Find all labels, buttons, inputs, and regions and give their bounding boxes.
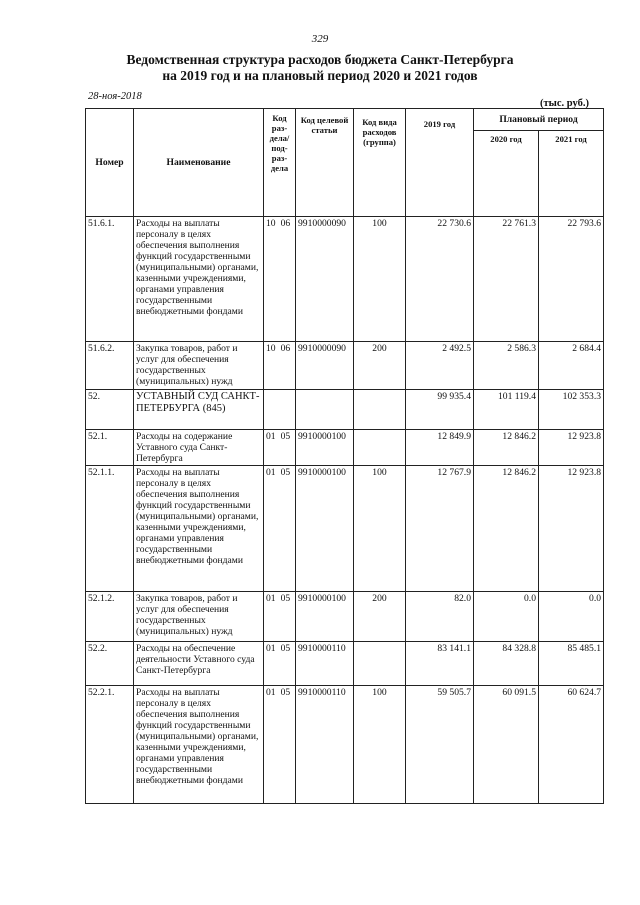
row-section-code [264,592,296,642]
row-2021: 12 923.8 [539,430,604,466]
row-2019: 99 935.4 [406,390,474,430]
table-row [86,642,604,686]
header-number: Номер [86,109,134,217]
row-name: Расходы на содержание Уставного суда Санкт-Петербурга [134,430,264,466]
row-expense-type [354,390,406,430]
row-2021: 0.0 [539,592,604,642]
row-target-code [296,390,354,430]
document-date: 28-ноя-2018 [88,91,142,102]
subsection-code: 06 [280,218,291,229]
header-expense-type: Код вида расходов (группа) [354,109,406,217]
row-2021: 102 353.3 [539,390,604,430]
row-expense-type: 100 [354,217,406,342]
units-label: (тыс. руб.) [540,98,589,109]
row-section-code [264,466,296,592]
row-section-code [264,390,296,430]
table-row [86,390,604,430]
row-2021: 60 624.7 [539,686,604,804]
section-code: 01 [266,643,276,654]
subsection-code: 05 [280,431,291,442]
row-target-code: 9910000090 [296,217,354,342]
row-section-code [264,430,296,466]
row-number: 52.2. [86,642,134,686]
header-planned-period: Плановый период [474,109,604,131]
subsection-code: 05 [280,593,291,604]
subsection-code: 05 [280,687,291,698]
table-row [86,466,604,592]
row-expense-type: 200 [354,342,406,390]
title-line-1: Ведомственная структура расходов бюджета Санкт-Петербурга [126,52,514,67]
row-section-code [264,342,296,390]
row-2019: 2 492.5 [406,342,474,390]
section-code: 10 [266,343,276,354]
section-code: 10 [266,218,276,229]
row-2020: 12 846.2 [474,430,539,466]
table-row [86,592,604,642]
subsection-code: 05 [280,467,291,478]
row-expense-type [354,642,406,686]
row-2020: 22 761.3 [474,217,539,342]
table-row [86,217,604,342]
row-expense-type: 200 [354,592,406,642]
subsection-code: 06 [280,343,291,354]
row-number: 52.1. [86,430,134,466]
row-number: 52.1.1. [86,466,134,592]
row-number: 52.2.1. [86,686,134,804]
row-expense-type: 100 [354,686,406,804]
row-name: Расходы на выплаты персоналу в целях обеспечения выполнения функций государственными (муниципальными) органами, казенными учреждениями, органами управления государственными внебюджетными фондами [134,217,264,342]
row-2020: 84 328.8 [474,642,539,686]
header-2019: 2019 год [406,109,474,217]
row-number: 51.6.2. [86,342,134,390]
row-expense-type [354,430,406,466]
row-2021: 12 923.8 [539,466,604,592]
row-2020: 101 119.4 [474,390,539,430]
page-number: 329 [311,33,329,45]
row-name: Закупка товаров, работ и услуг для обеспечения государственных (муниципальных) нужд [134,592,264,642]
row-number: 52.1.2. [86,592,134,642]
row-2019: 59 505.7 [406,686,474,804]
row-section-code [264,642,296,686]
section-code: 01 [266,593,276,604]
row-target-code: 9910000100 [296,592,354,642]
subsection-code: 05 [280,643,291,654]
document-title [0,52,640,84]
section-code: 01 [266,467,276,478]
table-row [86,430,604,466]
row-2020: 0.0 [474,592,539,642]
row-expense-type: 100 [354,466,406,592]
header-2021: 2021 год [539,131,604,217]
row-2020: 2 586.3 [474,342,539,390]
row-target-code: 9910000110 [296,642,354,686]
header-target-code: Код целевой статьи [296,109,354,217]
table-row [86,342,604,390]
row-number: 51.6.1. [86,217,134,342]
header-section-code: Код раз-дела/ под-раз-дела [264,109,296,217]
row-2019: 83 141.1 [406,642,474,686]
row-number: 52. [86,390,134,430]
row-target-code: 9910000100 [296,430,354,466]
row-2019: 12 849.9 [406,430,474,466]
row-2021: 85 485.1 [539,642,604,686]
row-target-code: 9910000110 [296,686,354,804]
row-name: Расходы на обеспечение деятельности Уставного суда Санкт-Петербурга [134,642,264,686]
budget-table [85,108,604,804]
section-code: 01 [266,431,276,442]
row-name: Закупка товаров, работ и услуг для обеспечения государственных (муниципальных) нужд [134,342,264,390]
row-2019: 22 730.6 [406,217,474,342]
row-section-code [264,686,296,804]
row-target-code: 9910000090 [296,342,354,390]
row-name: Расходы на выплаты персоналу в целях обеспечения выполнения функций государственными (муниципальными) органами, казенными учреждениями, органами управления государственными внебюджетными фондами [134,466,264,592]
row-target-code: 9910000100 [296,466,354,592]
row-2019: 12 767.9 [406,466,474,592]
section-code: 01 [266,687,276,698]
row-2021: 2 684.4 [539,342,604,390]
table-row [86,686,604,804]
row-name: УСТАВНЫЙ СУД САНКТ-ПЕТЕРБУРГА (845) [134,390,264,430]
row-2019: 82.0 [406,592,474,642]
row-2020: 60 091.5 [474,686,539,804]
row-name: Расходы на выплаты персоналу в целях обеспечения выполнения функций государственными (муниципальными) органами, казенными учреждениями, органами управления государственными внебюджетными фондами [134,686,264,804]
row-2020: 12 846.2 [474,466,539,592]
row-2021: 22 793.6 [539,217,604,342]
row-section-code [264,217,296,342]
header-2020: 2020 год [474,131,539,217]
header-name: Наименование [134,109,264,217]
title-line-2: на 2019 год и на плановый период 2020 и 2021 годов [162,68,478,83]
